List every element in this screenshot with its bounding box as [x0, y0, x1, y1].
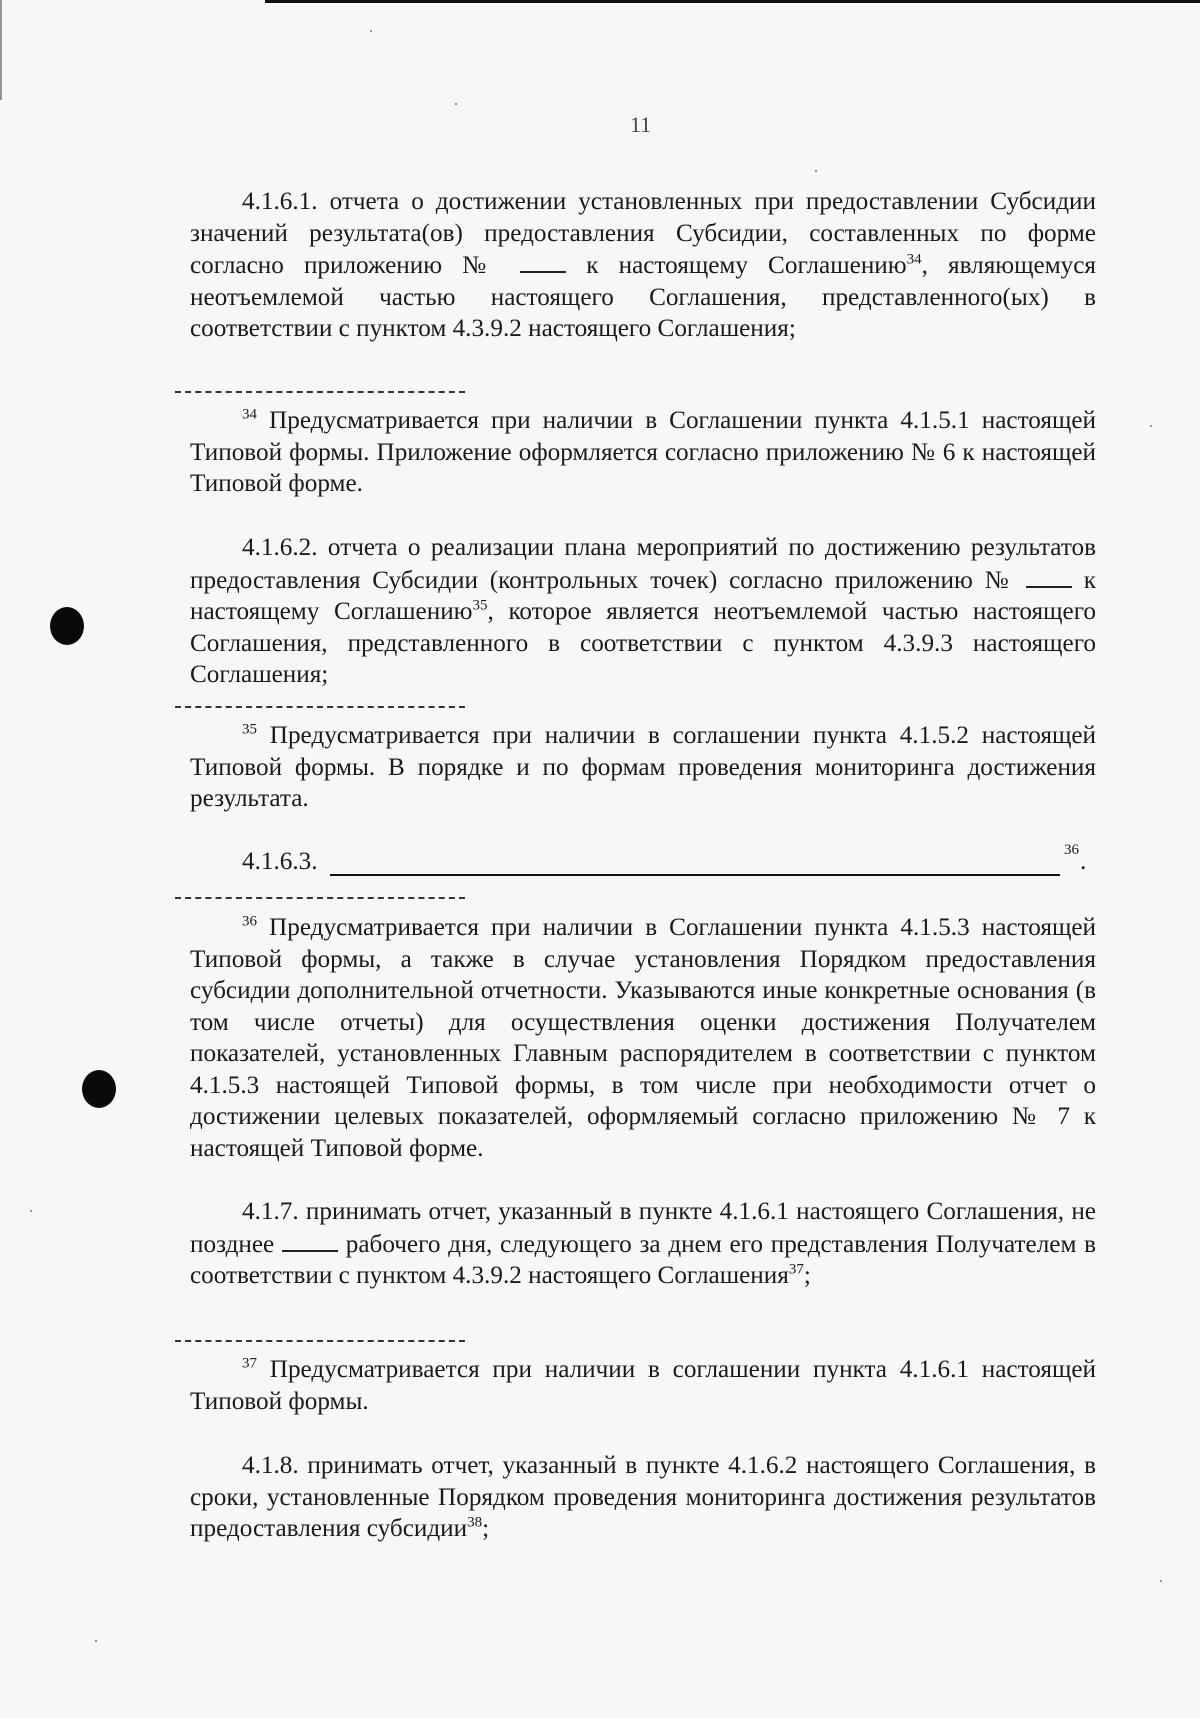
- blank-field: [520, 249, 566, 273]
- scan-speck: [455, 103, 457, 105]
- scan-speck: [1150, 425, 1152, 427]
- clause-4-1-6-1: 4.1.6.1. отчета о достижении установленных при предоставлении Субсидии значений результата(ов) предоставления Субсидии, составленных по форме согласно приложению № к настоящему Соглашению$^{34}$, являющемуся неотъемлемой частью настоящего Соглашения, представленного(ых) в соответствии с пунктом 4.3.9.2 настоящего Соглашения;: [190, 188, 1096, 342]
- footnote-separator: [175, 1340, 465, 1342]
- scan-speck: [95, 1640, 97, 1642]
- blank-field: [1026, 564, 1072, 588]
- blank-field: [282, 1228, 338, 1252]
- punch-hole-icon: [82, 1070, 116, 1108]
- footnote-34: $^{34}$ Предусматривается при наличии в Соглашении пункта 4.1.5.1 настоящей Типовой формы. Приложение оформляется согласно приложению № 6 к настоящей Типовой форме.: [190, 406, 1096, 497]
- footnote-separator: [175, 897, 465, 899]
- footnote-ref: 36: [1064, 842, 1079, 858]
- scan-speck: [815, 170, 817, 172]
- footnote-35: $^{35}$ Предусматривается при наличии в соглашении пункта 4.1.5.2 настоящей Типовой формы. В порядке и по формам проведения мониторинга достижения результата.: [190, 721, 1096, 812]
- punch-hole-icon: [50, 607, 84, 645]
- footnote-36: $^{36}$ Предусматривается при наличии в Соглашении пункта 4.1.5.3 настоящей Типовой формы, а также в случае установления Порядком предоставления субсидии дополнительной отчетности. Указываются иные конкретные основания (в том числе отчеты) для осуществления оценки достижения Получателем показателей, установленных Главным распорядителем в соответствии с пунктом 4.1.5.3 настоящей Типовой формы, в том числе при необходимости отчет о достижении целевых показателей, оформляемый согласно приложению № 7 к настоящей Типовой форме.: [190, 913, 1096, 1162]
- clause-4-1-7: 4.1.7. принимать отчет, указанный в пункте 4.1.6.1 настоящего Соглашения, не позднее рабочего дня, следующего за днем его представления Получателем в соответствии с пунктом 4.3.9.2 настоящего Соглашения$^{37}$;: [190, 1198, 1097, 1289]
- footnote-separator: [175, 391, 465, 393]
- footnote-37: $^{37}$ Предусматривается при наличии в соглашении пункта 4.1.6.1 настоящей Типовой формы.: [190, 1355, 1096, 1415]
- left-edge-shadow: [0, 0, 2, 100]
- clause-4-1-6-2: 4.1.6.2. отчета о реализации плана мероприятий по достижению результатов предоставления Субсидии (контрольных точек) согласно приложению № к настоящему Соглашению$^{35}$, которое является неотъемлемой частью настоящего Соглашения, представленного в соответствии с пунктом 4.3.9.3 настоящего Соглашения;: [190, 534, 1096, 688]
- scan-speck: [370, 30, 372, 32]
- footnote-separator: [175, 706, 465, 708]
- page-number: 11: [630, 112, 652, 137]
- clause-end: .: [1080, 848, 1087, 875]
- fill-in-line: [330, 874, 1060, 876]
- scan-speck: [1160, 1580, 1162, 1582]
- clause-4-1-6-3-label: 4.1.6.3.: [242, 848, 318, 875]
- top-border-line: [265, 0, 1200, 3]
- clause-4-1-8: 4.1.8. принимать отчет, указанный в пункте 4.1.6.2 настоящего Соглашения, в сроки, установленные Порядком проведения мониторинга достижения результатов предоставления субсидии$^{38}$;: [190, 1452, 1096, 1542]
- scan-speck: [30, 1210, 32, 1212]
